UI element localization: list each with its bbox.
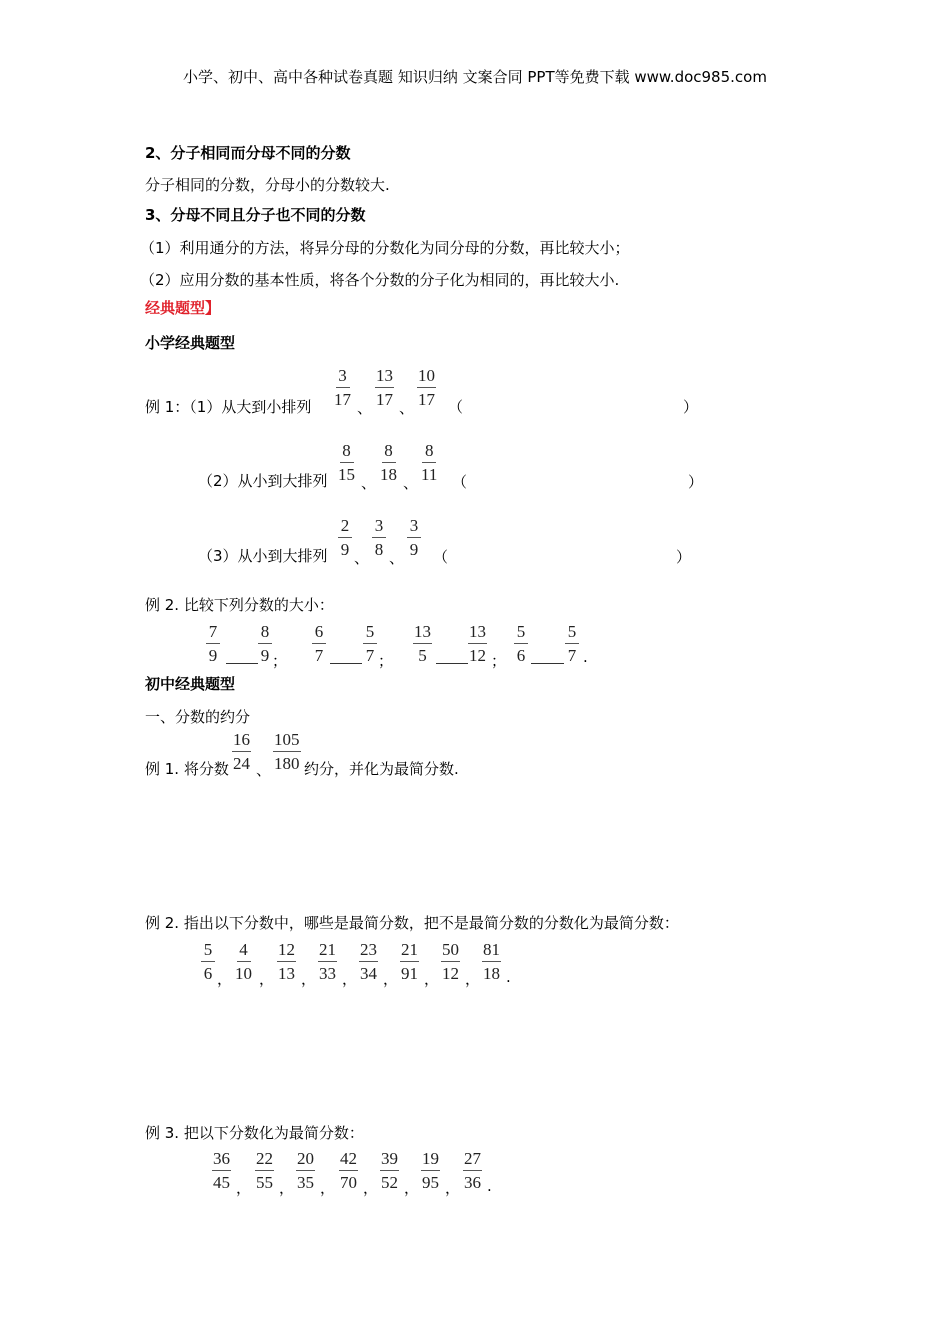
fraction bbox=[413, 622, 432, 665]
numerator: 23 bbox=[359, 940, 378, 962]
numerator: 10 bbox=[417, 366, 436, 388]
numerator: 8 bbox=[340, 441, 354, 463]
junior-ex1-prefix: 例 1. 将分数 bbox=[145, 760, 229, 778]
ex1-label-2: （2）从小到大排列 bbox=[198, 472, 328, 490]
separator: 、 bbox=[361, 474, 377, 492]
numerator: 22 bbox=[255, 1149, 274, 1171]
numerator: 42 bbox=[339, 1149, 358, 1171]
denominator: 7 bbox=[314, 646, 324, 665]
denominator: 15 bbox=[338, 465, 355, 484]
numerator: 12 bbox=[277, 940, 296, 962]
fraction bbox=[212, 1149, 231, 1192]
denominator: 45 bbox=[213, 1173, 230, 1192]
comma: ， bbox=[445, 1179, 461, 1197]
denominator: 6 bbox=[516, 646, 526, 665]
numerator: 13 bbox=[468, 622, 487, 644]
answer-blank[interactable] bbox=[226, 663, 258, 664]
fraction bbox=[375, 366, 394, 409]
comma: ， bbox=[259, 970, 275, 988]
denominator: 18 bbox=[380, 465, 397, 484]
open-paren: （ bbox=[448, 400, 464, 416]
fraction bbox=[482, 940, 501, 983]
numerator: 4 bbox=[237, 940, 251, 962]
numerator: 2 bbox=[338, 516, 352, 538]
denominator: 10 bbox=[235, 964, 252, 983]
numerator: 3 bbox=[336, 366, 350, 388]
fraction bbox=[380, 441, 397, 484]
separator: 、 bbox=[403, 474, 419, 492]
separator: 、 bbox=[389, 549, 405, 567]
fraction bbox=[372, 516, 386, 559]
fraction bbox=[400, 940, 419, 983]
denominator: 36 bbox=[464, 1173, 481, 1192]
section2-text: 分子相同的分数，分母小的分数较大. bbox=[145, 176, 390, 194]
numerator: 81 bbox=[482, 940, 501, 962]
fraction bbox=[359, 940, 378, 983]
answer-blank[interactable] bbox=[330, 663, 362, 664]
semicolon: ； bbox=[378, 652, 394, 670]
numerator: 20 bbox=[296, 1149, 315, 1171]
section3-title: 3、分母不同且分子也不同的分数 bbox=[145, 206, 366, 224]
comma: ， bbox=[320, 1179, 336, 1197]
separator: 、 bbox=[256, 761, 272, 779]
numerator: 27 bbox=[463, 1149, 482, 1171]
ex2-label: 例 2. 比较下列分数的大小： bbox=[145, 596, 334, 614]
denominator: 7 bbox=[365, 646, 375, 665]
numerator: 39 bbox=[380, 1149, 399, 1171]
numerator: 8 bbox=[258, 622, 272, 644]
denominator: 13 bbox=[278, 964, 295, 983]
denominator: 12 bbox=[442, 964, 459, 983]
numerator: 19 bbox=[421, 1149, 440, 1171]
numerator: 6 bbox=[312, 622, 326, 644]
fraction bbox=[363, 622, 377, 665]
numerator: 13 bbox=[375, 366, 394, 388]
fraction bbox=[258, 622, 272, 665]
junior-sub1: 一、分数的约分 bbox=[145, 708, 251, 726]
classic-heading: 经典题型】 bbox=[145, 299, 221, 317]
answer-blank[interactable] bbox=[436, 663, 468, 664]
fraction bbox=[334, 366, 351, 409]
numerator: 5 bbox=[363, 622, 377, 644]
fraction bbox=[232, 730, 251, 773]
fraction bbox=[514, 622, 528, 665]
fraction bbox=[277, 940, 296, 983]
denominator: 9 bbox=[260, 646, 270, 665]
comma: ， bbox=[301, 970, 317, 988]
junior-ex3-label: 例 3. 把以下分数化为最简分数： bbox=[145, 1124, 364, 1142]
comma: ， bbox=[383, 970, 399, 988]
denominator: 9 bbox=[340, 540, 350, 559]
primary-heading: 小学经典题型 bbox=[145, 334, 236, 352]
separator: 、 bbox=[399, 399, 415, 417]
comma: ， bbox=[217, 970, 233, 988]
comma: ， bbox=[363, 1179, 379, 1197]
denominator: 8 bbox=[374, 540, 384, 559]
denominator: 180 bbox=[274, 754, 300, 773]
ex1-label-3: （3）从小到大排列 bbox=[198, 547, 328, 565]
numerator: 5 bbox=[514, 622, 528, 644]
numerator: 3 bbox=[407, 516, 421, 538]
section3-item2: （2）应用分数的基本性质，将各个分数的分子化为相同的，再比较大小. bbox=[140, 271, 620, 289]
comma: ， bbox=[465, 970, 481, 988]
ex1-label-1: 例 1：（1）从大到小排列 bbox=[145, 398, 312, 416]
fraction bbox=[565, 622, 579, 665]
comma: ， bbox=[424, 970, 440, 988]
fraction bbox=[441, 940, 460, 983]
numerator: 21 bbox=[318, 940, 337, 962]
period: . bbox=[506, 968, 511, 986]
denominator: 5 bbox=[418, 646, 427, 665]
denominator: 9 bbox=[409, 540, 419, 559]
fraction bbox=[235, 940, 252, 983]
period: . bbox=[487, 1177, 492, 1195]
fraction bbox=[407, 516, 421, 559]
comma: ， bbox=[404, 1179, 420, 1197]
separator: 、 bbox=[354, 549, 370, 567]
page-header: 小学、初中、高中各种试卷真题 知识归纳 文案合同 PPT等免费下载 www.doc985.com bbox=[183, 68, 767, 86]
numerator: 8 bbox=[422, 441, 436, 463]
comma: ， bbox=[236, 1179, 252, 1197]
denominator: 11 bbox=[421, 465, 438, 484]
denominator: 9 bbox=[208, 646, 218, 665]
numerator: 3 bbox=[372, 516, 386, 538]
denominator: 35 bbox=[297, 1173, 314, 1192]
denominator: 34 bbox=[360, 964, 377, 983]
comma: ， bbox=[279, 1179, 295, 1197]
fraction bbox=[421, 1149, 440, 1192]
fraction bbox=[463, 1149, 482, 1192]
denominator: 33 bbox=[319, 964, 336, 983]
semicolon: ； bbox=[272, 652, 288, 670]
junior-heading: 初中经典题型 bbox=[145, 675, 236, 693]
denominator: 12 bbox=[469, 646, 486, 665]
comma: ， bbox=[342, 970, 358, 988]
fraction bbox=[312, 622, 326, 665]
numerator: 105 bbox=[273, 730, 301, 752]
fraction bbox=[296, 1149, 315, 1192]
semicolon: ； bbox=[491, 652, 507, 670]
fraction bbox=[255, 1149, 274, 1192]
denominator: 17 bbox=[334, 390, 351, 409]
fraction bbox=[201, 940, 215, 983]
fraction bbox=[273, 730, 301, 773]
fraction bbox=[206, 622, 220, 665]
numerator: 5 bbox=[201, 940, 215, 962]
fraction bbox=[421, 441, 437, 484]
denominator: 70 bbox=[340, 1173, 357, 1192]
fraction bbox=[417, 366, 436, 409]
close-paren: ） bbox=[676, 550, 692, 566]
denominator: 17 bbox=[376, 390, 393, 409]
numerator: 16 bbox=[232, 730, 251, 752]
numerator: 8 bbox=[382, 441, 396, 463]
period: . bbox=[583, 648, 588, 666]
close-paren: ） bbox=[683, 400, 699, 416]
denominator: 91 bbox=[401, 964, 418, 983]
answer-blank[interactable] bbox=[531, 663, 564, 664]
numerator: 21 bbox=[400, 940, 419, 962]
fraction bbox=[380, 1149, 399, 1192]
fraction bbox=[318, 940, 337, 983]
close-paren: ） bbox=[688, 475, 704, 491]
denominator: 55 bbox=[256, 1173, 273, 1192]
separator: 、 bbox=[357, 399, 373, 417]
fraction bbox=[339, 1149, 358, 1192]
numerator: 13 bbox=[413, 622, 432, 644]
numerator: 5 bbox=[565, 622, 579, 644]
denominator: 24 bbox=[233, 754, 250, 773]
denominator: 52 bbox=[381, 1173, 398, 1192]
open-paren: （ bbox=[433, 550, 449, 566]
section2-title: 2、分子相同而分母不同的分数 bbox=[145, 144, 351, 162]
open-paren: （ bbox=[452, 475, 468, 491]
junior-ex1-suffix: 约分，并化为最简分数. bbox=[304, 760, 459, 778]
numerator: 7 bbox=[206, 622, 220, 644]
section3-item1: （1）利用通分的方法，将异分母的分数化为同分母的分数，再比较大小； bbox=[140, 239, 630, 257]
numerator: 36 bbox=[212, 1149, 231, 1171]
denominator: 17 bbox=[418, 390, 435, 409]
denominator: 18 bbox=[483, 964, 500, 983]
denominator: 6 bbox=[203, 964, 213, 983]
junior-ex2-label: 例 2. 指出以下分数中，哪些是最简分数，把不是最简分数的分数化为最简分数： bbox=[145, 914, 679, 932]
fraction bbox=[468, 622, 487, 665]
numerator: 50 bbox=[441, 940, 460, 962]
fraction bbox=[338, 516, 352, 559]
denominator: 95 bbox=[422, 1173, 439, 1192]
fraction bbox=[338, 441, 355, 484]
denominator: 7 bbox=[567, 646, 577, 665]
